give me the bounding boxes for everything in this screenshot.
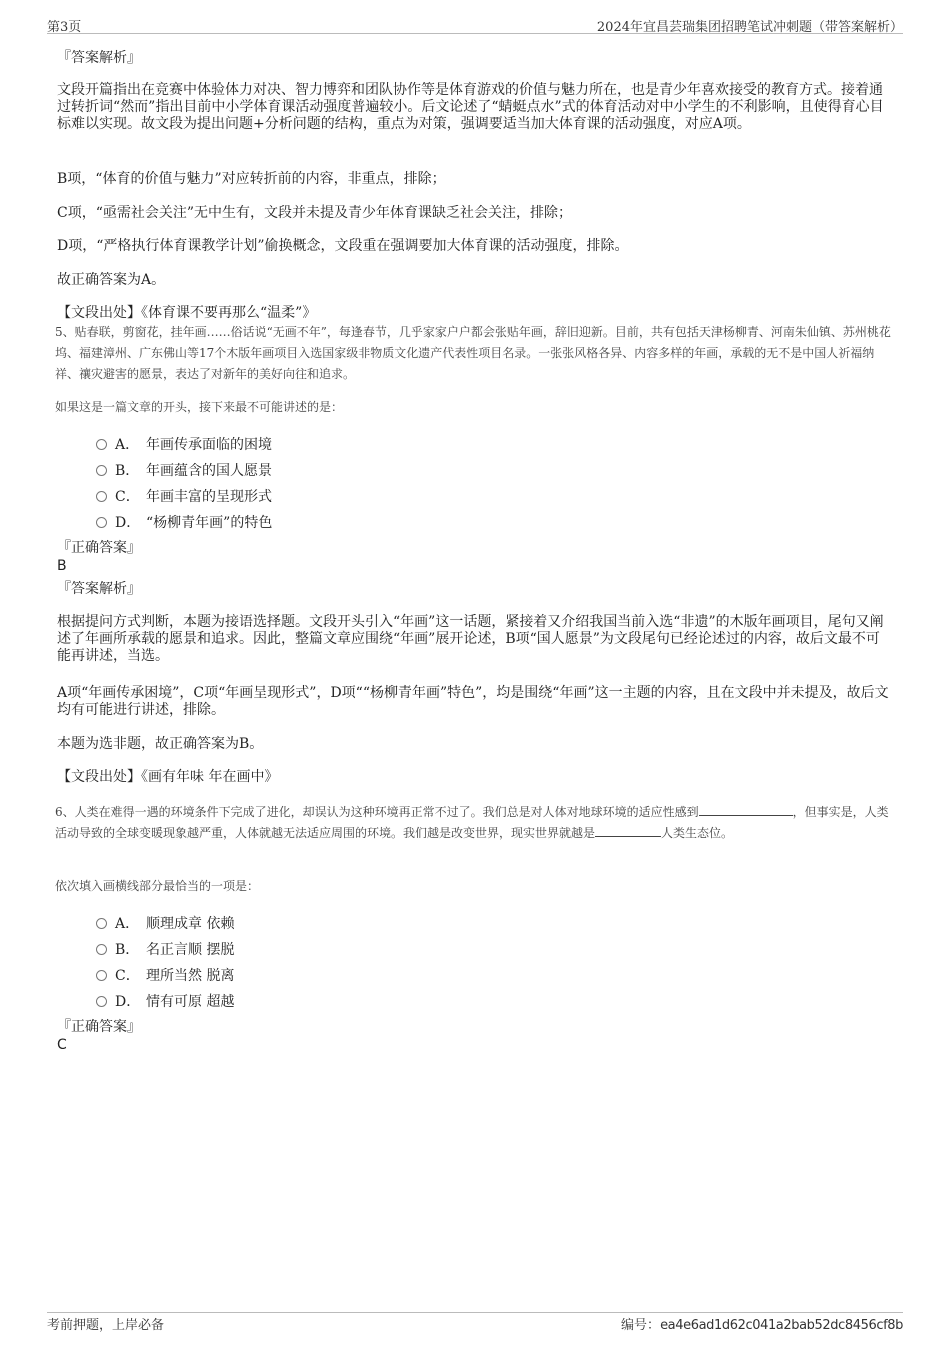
fill-blank: [595, 826, 661, 837]
analysis-label: 『答案解析』: [57, 581, 141, 597]
option-c[interactable]: [96, 965, 234, 983]
radio-icon[interactable]: [96, 996, 107, 1007]
option-letter: D．: [115, 515, 141, 531]
footer-slogan: 考前押题，上岸必备: [47, 1318, 165, 1333]
code-value: ea4e6ad1d62c041a2bab52dc8456cf8b: [660, 1318, 903, 1333]
option-a[interactable]: [96, 913, 234, 931]
header-divider: [47, 33, 903, 34]
option-d[interactable]: [96, 991, 234, 1009]
analysis-paragraph: 文段开篇指出在竞赛中体验体力对决、智力博弈和团队协作等是体育游戏的价值与魅力所在，也是青少年喜欢接受的教育方式。接着通过转折词“然而”指出目前中小学体育课活动强度普遍较小。后文论述了“蜻蜓点水”式的体育活动对中小学生的不利影响，且使得育心目标难以实现。故文段为提出问题+分析问题的结构，重点为对策，强调要适当加大体育课的活动强度，对应A项。: [57, 82, 884, 132]
option-d[interactable]: [96, 512, 272, 530]
analysis-paragraph: 本题为选非题，故正确答案为B。: [57, 736, 264, 752]
document-code: [621, 1314, 903, 1333]
radio-icon[interactable]: [96, 465, 107, 476]
source-citation: 【文段出处】《画有年味 年在画中》: [57, 769, 279, 785]
option-c[interactable]: [96, 486, 272, 504]
option-text: 情有可原 超越: [146, 994, 235, 1010]
option-letter: D．: [115, 994, 141, 1010]
analysis-paragraph: A项“年画传承困境”，C项“年画呈现形式”，D项““杨柳青年画”特色”，均是围绕“年画”这一主题的内容，且在文段中并未提及，故后文均有可能进行讲述，排除。: [57, 685, 889, 718]
option-b[interactable]: [96, 939, 234, 957]
radio-icon[interactable]: [96, 491, 107, 502]
analysis-paragraph: 根据提问方式判断，本题为接语选择题。文段开头引入“年画”这一话题，紧接着又介绍我国当前入选“非遗”的木版年画项目，尾句又阐述了年画所承载的愿景和追求。因此，整篇文章应围绕“年画”展开论述，B项“国人愿景”为文段尾句已经论述过的内容，故后文最不可能再讲述，当选。: [57, 614, 884, 664]
radio-icon[interactable]: [96, 944, 107, 955]
source-citation: 【文段出处】《体育课不要再那么“温柔”》: [57, 305, 317, 321]
option-text: 名正言顺 摆脱: [146, 942, 235, 958]
option-letter: B．: [115, 942, 140, 958]
option-text: “杨柳青年画”的特色: [146, 515, 273, 531]
question-prompt: 如果这是一篇文章的开头，接下来最不可能讲述的是：: [55, 400, 344, 414]
footer-divider: [47, 1312, 903, 1313]
option-letter: B．: [115, 463, 140, 479]
option-a[interactable]: [96, 434, 272, 452]
correct-answer: C: [57, 1037, 67, 1053]
question-stem: [55, 802, 891, 844]
radio-icon[interactable]: [96, 918, 107, 929]
option-text: 年画蕴含的国人愿景: [146, 463, 272, 479]
option-letter: A．: [115, 916, 140, 932]
correct-answer-label: 『正确答案』: [57, 1019, 141, 1035]
option-text: 顺理成章 依赖: [146, 916, 235, 932]
option-letter: A．: [115, 437, 140, 453]
option-letter: C．: [115, 968, 140, 984]
correct-answer-label: 『正确答案』: [57, 540, 141, 556]
question-stem: 5、贴春联，剪窗花，挂年画……俗话说“无画不年”，每逢春节，几乎家家户户都会张贴年画，辞旧迎新。目前，共有包括天津杨柳青、河南朱仙镇、苏州桃花坞、福建漳州、广东佛山等17个木版年画项目入选国家级非物质文化遗产代表性项目名录。一张张风格各异、内容多样的年画，承载的无不是中国人祈福纳祥、禳灾避害的愿景，表达了对新年的美好向往和追求。: [55, 325, 891, 381]
analysis-paragraph: C项，“亟需社会关注”无中生有，文段并未提及青少年体育课缺乏社会关注，排除；: [57, 205, 573, 221]
radio-icon[interactable]: [96, 970, 107, 981]
analysis-paragraph: 故正确答案为A。: [57, 272, 166, 288]
stem-part: 6、人类在难得一遇的环境条件下完成了进化，却误认为这种环境再正常不过了。我们总是对人体对地球环境的适应性感到: [55, 805, 699, 819]
fill-blank: [699, 805, 793, 816]
radio-icon[interactable]: [96, 439, 107, 450]
analysis-paragraph: B项，“体育的价值与魅力”对应转折前的内容，非重点，排除；: [57, 171, 446, 187]
stem-part: ，但事实是，人类活动导致的全球变暖现象越严重，人体就越无法适应周围的环境。我们越是改变世界，现实世界就越是: [55, 805, 889, 840]
option-text: 年画丰富的呈现形式: [146, 489, 272, 505]
stem-part: 人类生态位。: [661, 826, 734, 840]
document-title: 2024年宜昌芸瑞集团招聘笔试冲刺题（带答案解析）: [596, 20, 903, 35]
option-b[interactable]: [96, 460, 272, 478]
correct-answer: B: [57, 558, 67, 574]
analysis-label: 『答案解析』: [57, 50, 141, 66]
code-label: 编号：: [621, 1318, 661, 1333]
option-text: 理所当然 脱离: [146, 968, 235, 984]
option-letter: C．: [115, 489, 140, 505]
question-prompt: 依次填入画横线部分最恰当的一项是：: [55, 879, 260, 893]
radio-icon[interactable]: [96, 517, 107, 528]
analysis-paragraph: D项，“严格执行体育课教学计划”偷换概念，文段重在强调要加大体育课的活动强度，排除。: [57, 238, 629, 254]
page-number: 第3页: [47, 20, 82, 35]
option-text: 年画传承面临的困境: [146, 437, 272, 453]
